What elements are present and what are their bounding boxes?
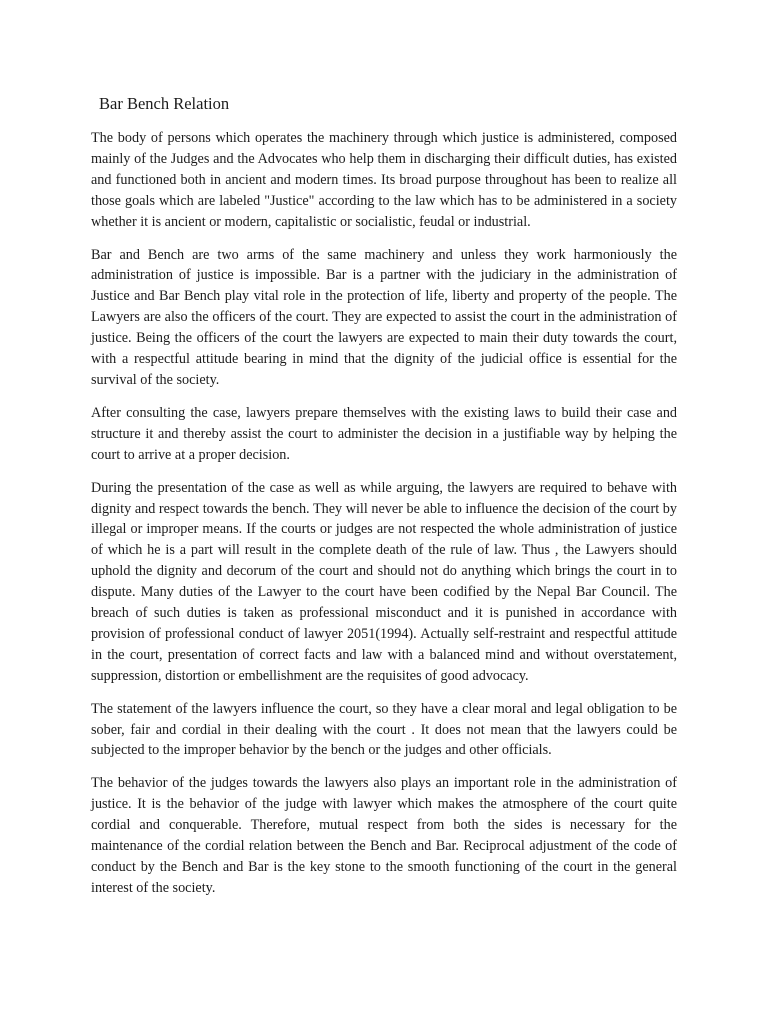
- paragraph-2: Bar and Bench are two arms of the same machinery and unless they work harmoniously the administration of justice is impossible. Bar is a partner with the judiciary in the administration of Justice and Bar Bench play vital role in the protection of life, liberty and property of the people. The Lawyers are also the officers of the court. They are expected to assist the court in the administration of justice. Being the officers of the court the lawyers are expected to main their duty towards the court, with a respectful attitude bearing in mind that the dignity of the judicial office is essential for the survival of the society.: [91, 246, 677, 388]
- paragraph-4: During the presentation of the case as well as while arguing, the lawyers are required to behave with dignity and respect towards the bench. They will never be able to influence the decision of the court by illegal or improper means. If the courts or judges are not respected the whole administration of justice of which he is a part will result in the complete death of the rule of law. Thus , the Lawyers should uphold the dignity and decorum of the court and should not do anything which brings the court in to dispute. Many duties of the Lawyer to the court have been codified by the Nepal Bar Council. The breach of such duties is taken as professional misconduct and it is punished in accordance with provision of professional conduct of lawyer 2051(1994). Actually self-restraint and respectful attitude in the court, presentation of correct facts and law with a balanced mind and without overstatement, suppression, distortion or embellishment are the requisites of good advocacy.: [91, 479, 677, 684]
- paragraph-5: The statement of the lawyers influence the court, so they have a clear moral and legal obligation to be sober, fair and cordial in their dealing with the court . It does not mean that the lawyers could be subjected to the improper behavior by the bench or the judges and other officials.: [91, 700, 677, 759]
- paragraph-1: The body of persons which operates the machinery through which justice is administered, composed mainly of the Judges and the Advocates who help them in discharging their difficult duties, has existed and functioned both in ancient and modern times. Its broad purpose throughout has been to realize all those goals which are labeled "Justice" according to the law which has to be administered in a society whether it is ancient or modern, capitalistic or socialistic, feudal or industrial.: [91, 130, 677, 230]
- paragraph-6: The behavior of the judges towards the lawyers also plays an important role in the administration of justice. It is the behavior of the judge with lawyer which makes the atmosphere of the court quite cordial and conquerable. Therefore, mutual respect from both the sides is necessary for the maintenance of the cordial relation between the Bench and Bar. Reciprocal adjustment of the code of conduct by the Bench and Bar is the key stone to the smooth functioning of the court in the general interest of the society.: [91, 775, 677, 896]
- document-title: Bar Bench Relation: [99, 94, 230, 113]
- paragraph-3: After consulting the case, lawyers prepare themselves with the existing laws to build their case and structure it and thereby assist the court to administer the decision in a justifiable way by helping the court to arrive at a proper decision.: [91, 404, 677, 463]
